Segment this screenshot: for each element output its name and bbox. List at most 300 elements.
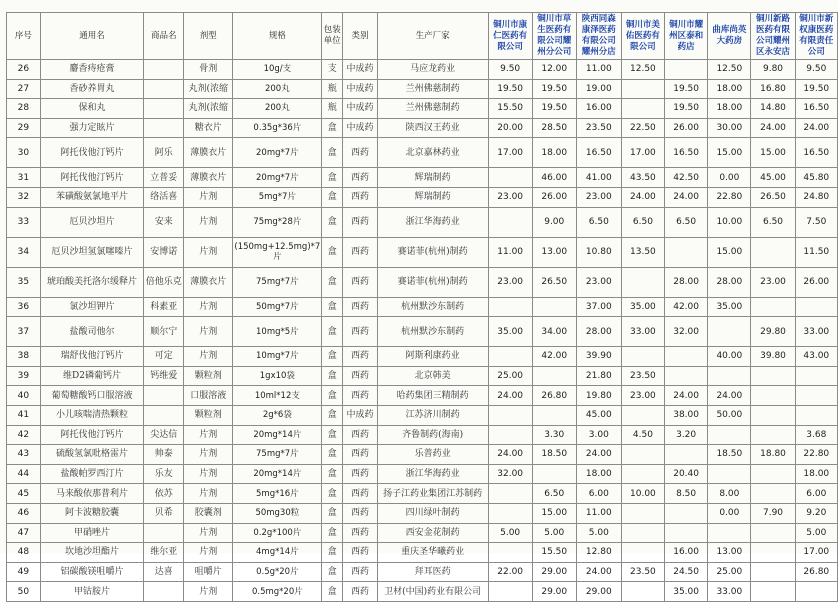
row-number-cell: 38 (7, 347, 41, 367)
price-cell: 37.00 (576, 297, 621, 317)
price-cell: 12.80 (576, 543, 621, 563)
unit-cell: 盒 (322, 237, 343, 267)
manufacturer-cell: 马应龙药业 (377, 60, 488, 80)
spec-cell: 5mg*16片 (233, 484, 322, 504)
trade-name-cell: 尖达信 (144, 425, 184, 445)
price-cell (621, 464, 664, 484)
manufacturer-cell: 兰州佛慈制药 (377, 99, 488, 119)
price-cell: 5.00 (532, 523, 576, 543)
price-cell: 18.00 (708, 99, 751, 119)
price-cell: 15.00 (708, 138, 751, 168)
price-cell: 29.00 (576, 582, 621, 602)
spec-cell: 75mg*7片 (233, 445, 322, 465)
row-number-cell: 31 (7, 168, 41, 188)
row-number-cell: 43 (7, 445, 41, 465)
price-cell (751, 405, 795, 425)
category-cell: 西药 (343, 168, 377, 188)
price-cell (621, 582, 664, 602)
trade-name-cell: 安来 (144, 207, 184, 237)
price-cell: 18.00 (708, 79, 751, 99)
price-cell: 13.50 (621, 237, 664, 267)
trade-name-cell: 维尔亚 (144, 543, 184, 563)
price-cell (751, 464, 795, 484)
price-cell: 19.80 (576, 386, 621, 406)
price-cell (621, 445, 664, 465)
manufacturer-cell: 浙江华海药业 (377, 464, 488, 484)
price-cell: 42.00 (665, 297, 708, 317)
price-cell (488, 503, 532, 523)
generic-name-cell: 氯沙坦钾片 (40, 297, 144, 317)
unit-cell: 盒 (322, 582, 343, 602)
spec-cell: 50mg30粒 (233, 503, 322, 523)
category-cell: 中成药 (343, 60, 377, 80)
price-cell: 19.50 (665, 79, 708, 99)
header-cell: 规格 (233, 13, 322, 60)
category-cell: 西药 (343, 386, 377, 406)
trade-name-cell: 达喜 (144, 562, 184, 582)
price-cell: 18.00 (576, 464, 621, 484)
category-cell: 西药 (343, 267, 377, 297)
price-cell: 34.00 (532, 317, 576, 347)
price-cell (795, 297, 837, 317)
price-cell (665, 503, 708, 523)
price-cell: 24.00 (795, 118, 837, 138)
row-number-cell: 26 (7, 60, 41, 80)
category-cell: 中成药 (343, 405, 377, 425)
pharmacy-header: 铜川市耀州区泰和药店 (665, 13, 708, 60)
price-cell: 3.00 (576, 425, 621, 445)
header-cell: 类别 (343, 13, 377, 60)
generic-name-cell: 甲硝唑片 (40, 523, 144, 543)
header-cell: 商品名 (144, 13, 184, 60)
price-cell: 10.00 (708, 207, 751, 237)
category-cell: 西药 (343, 347, 377, 367)
price-cell: 18.00 (532, 138, 576, 168)
price-cell (532, 297, 576, 317)
price-cell: 24.00 (708, 386, 751, 406)
price-cell: 9.80 (751, 60, 795, 80)
price-cell: 19.50 (532, 79, 576, 99)
unit-cell: 盒 (322, 562, 343, 582)
price-cell: 7.50 (795, 207, 837, 237)
category-cell: 西药 (343, 523, 377, 543)
price-cell (488, 543, 532, 563)
price-cell: 12.50 (708, 60, 751, 80)
table-row (7, 503, 838, 523)
price-cell (708, 523, 751, 543)
row-number-cell: 29 (7, 118, 41, 138)
unit-cell: 盒 (322, 297, 343, 317)
price-cell: 23.00 (621, 386, 664, 406)
table-row (7, 297, 838, 317)
trade-name-cell (144, 386, 184, 406)
price-cell (751, 297, 795, 317)
spec-cell: 2g*6袋 (233, 405, 322, 425)
price-cell: 43.00 (795, 347, 837, 367)
price-cell: 11.00 (576, 503, 621, 523)
price-cell: 9.00 (532, 207, 576, 237)
generic-name-cell: 阿卡波糖胶囊 (40, 503, 144, 523)
manufacturer-cell: 辉瑞制药 (377, 187, 488, 207)
spec-cell: 20mg*14片 (233, 425, 322, 445)
row-number-cell: 33 (7, 207, 41, 237)
price-cell (488, 405, 532, 425)
category-cell: 西药 (343, 187, 377, 207)
table-row (7, 187, 838, 207)
price-cell: 16.50 (795, 138, 837, 168)
price-cell (751, 523, 795, 543)
price-cell: 41.00 (576, 168, 621, 188)
trade-name-cell: 安博诺 (144, 237, 184, 267)
pharmacy-header: 陕西同森康泽医药有限公司耀州分店 (576, 13, 621, 60)
dosage-form-cell: 糖衣片 (184, 118, 233, 138)
manufacturer-cell: 杭州默沙东制药 (377, 297, 488, 317)
price-cell (751, 582, 795, 602)
price-cell: 22.50 (621, 118, 664, 138)
price-cell: 24.00 (488, 445, 532, 465)
category-cell: 中成药 (343, 99, 377, 119)
row-number-cell: 39 (7, 366, 41, 386)
category-cell: 西药 (343, 562, 377, 582)
price-cell: 15.50 (488, 99, 532, 119)
price-cell (488, 484, 532, 504)
price-cell: 22.00 (488, 562, 532, 582)
price-cell: 10.80 (576, 237, 621, 267)
manufacturer-cell: 辉瑞制药 (377, 168, 488, 188)
dosage-form-cell: 片剂 (184, 237, 233, 267)
header-cell: 生产厂家 (377, 13, 488, 60)
price-cell (532, 366, 576, 386)
price-cell: 30.00 (708, 118, 751, 138)
table-row (7, 237, 838, 267)
price-cell: 0.00 (708, 503, 751, 523)
price-cell: 13.00 (532, 237, 576, 267)
dosage-form-cell: 颗粒剂 (184, 366, 233, 386)
category-cell: 中成药 (343, 118, 377, 138)
row-number-cell: 36 (7, 297, 41, 317)
price-cell: 22.80 (708, 187, 751, 207)
category-cell: 西药 (343, 445, 377, 465)
dosage-form-cell: 颗粒剂 (184, 405, 233, 425)
price-cell (708, 425, 751, 445)
trade-name-cell: 乐友 (144, 464, 184, 484)
price-cell: 26.00 (795, 267, 837, 297)
spec-cell: 10g/支 (233, 60, 322, 80)
dosage-form-cell: 片剂 (184, 445, 233, 465)
manufacturer-cell: 哈药集团三精制药 (377, 386, 488, 406)
dosage-form-cell: 薄膜衣片 (184, 168, 233, 188)
price-cell: 45.00 (576, 405, 621, 425)
category-cell: 西药 (343, 138, 377, 168)
trade-name-cell: 顺尔宁 (144, 317, 184, 347)
generic-name-cell: 维D2磷葡钙片 (40, 366, 144, 386)
price-cell (621, 99, 664, 119)
spec-cell: 0.5g*20片 (233, 562, 322, 582)
price-cell: 3.68 (795, 425, 837, 445)
price-cell (795, 366, 837, 386)
price-cell (665, 60, 708, 80)
price-cell: 50.00 (708, 405, 751, 425)
price-cell: 4.50 (621, 425, 664, 445)
price-cell: 20.00 (488, 118, 532, 138)
table-row (7, 464, 838, 484)
row-number-cell: 41 (7, 405, 41, 425)
price-cell: 29.00 (532, 582, 576, 602)
price-cell (621, 405, 664, 425)
price-cell: 26.50 (751, 187, 795, 207)
generic-name-cell: 甲钴胺片 (40, 582, 144, 602)
unit-cell: 盒 (322, 187, 343, 207)
trade-name-cell: 帅泰 (144, 445, 184, 465)
trade-name-cell: 科素亚 (144, 297, 184, 317)
row-number-cell: 47 (7, 523, 41, 543)
price-cell (708, 464, 751, 484)
price-cell (488, 582, 532, 602)
category-cell: 西药 (343, 543, 377, 563)
manufacturer-cell: 浙江华海药业 (377, 207, 488, 237)
price-cell: 9.20 (795, 503, 837, 523)
spec-cell: 200丸 (233, 99, 322, 119)
trade-name-cell (144, 582, 184, 602)
category-cell: 西药 (343, 317, 377, 347)
table-row (7, 317, 838, 347)
price-cell: 17.00 (795, 543, 837, 563)
price-cell (751, 484, 795, 504)
category-cell: 西药 (343, 207, 377, 237)
table-row (7, 118, 838, 138)
dosage-form-cell: 丸剂(浓缩 (184, 79, 233, 99)
price-cell (708, 317, 751, 347)
manufacturer-cell: 陕西汉王药业 (377, 118, 488, 138)
price-cell: 23.00 (576, 267, 621, 297)
pharmacy-header: 铜川市草生医药有限公司耀州分公司 (532, 13, 576, 60)
unit-cell: 盒 (322, 138, 343, 168)
row-number-cell: 44 (7, 464, 41, 484)
spec-cell: 75mg*28片 (233, 207, 322, 237)
dosage-form-cell: 片剂 (184, 523, 233, 543)
spec-cell: 20mg*7片 (233, 138, 322, 168)
trade-name-cell: 倍他乐克 (144, 267, 184, 297)
price-cell: 12.00 (532, 60, 576, 80)
dosage-form-cell: 胶囊剂 (184, 503, 233, 523)
manufacturer-cell: 拜耳医药 (377, 562, 488, 582)
row-number-cell: 28 (7, 99, 41, 119)
manufacturer-cell: 卫材(中国)药业有限公司 (377, 582, 488, 602)
price-cell: 23.00 (576, 187, 621, 207)
price-cell: 3.30 (532, 425, 576, 445)
unit-cell: 盒 (322, 386, 343, 406)
unit-cell: 盒 (322, 543, 343, 563)
header-cell: 序号 (7, 13, 41, 60)
generic-name-cell: 硫酸氢氯吡格雷片 (40, 445, 144, 465)
spec-cell: 75mg*7片 (233, 267, 322, 297)
table-row (7, 386, 838, 406)
generic-name-cell: 麝香痔疮膏 (40, 60, 144, 80)
price-cell (488, 425, 532, 445)
price-cell (665, 445, 708, 465)
price-cell (621, 523, 664, 543)
price-cell (795, 386, 837, 406)
dosage-form-cell: 片剂 (184, 187, 233, 207)
header-cell: 通用名 (40, 13, 144, 60)
dosage-form-cell: 薄膜衣片 (184, 267, 233, 297)
price-cell: 24.00 (665, 187, 708, 207)
price-cell: 13.00 (708, 543, 751, 563)
price-cell: 15.50 (532, 543, 576, 563)
spec-cell: (150mg+12.5mg)*7片 (233, 237, 322, 267)
price-cell: 45.00 (751, 168, 795, 188)
price-cell: 26.00 (665, 118, 708, 138)
dosage-form-cell: 片剂 (184, 582, 233, 602)
price-cell: 38.00 (665, 405, 708, 425)
price-cell: 16.00 (665, 543, 708, 563)
price-cell: 10.00 (621, 484, 664, 504)
price-cell: 43.50 (621, 168, 664, 188)
row-number-cell: 27 (7, 79, 41, 99)
row-number-cell: 40 (7, 386, 41, 406)
price-cell: 3.20 (665, 425, 708, 445)
header-cell: 剂型 (184, 13, 233, 60)
price-cell (488, 347, 532, 367)
spec-cell: 1gx10袋 (233, 366, 322, 386)
price-cell: 19.50 (795, 79, 837, 99)
pharmacy-header: 铜川市新权康医药有限责任公司 (795, 13, 837, 60)
manufacturer-cell: 乐普药业 (377, 445, 488, 465)
dosage-form-cell: 骨剂 (184, 60, 233, 80)
price-cell: 23.00 (751, 267, 795, 297)
dosage-form-cell: 片剂 (184, 484, 233, 504)
price-cell: 26.00 (532, 187, 576, 207)
price-cell: 6.50 (621, 207, 664, 237)
price-cell: 19.00 (576, 79, 621, 99)
row-number-cell: 30 (7, 138, 41, 168)
row-number-cell: 35 (7, 267, 41, 297)
unit-cell: 瓶 (322, 79, 343, 99)
category-cell: 西药 (343, 582, 377, 602)
header-row (7, 13, 838, 60)
price-cell: 17.00 (488, 138, 532, 168)
unit-cell: 盒 (322, 347, 343, 367)
unit-cell: 盒 (322, 267, 343, 297)
table-row (7, 582, 838, 602)
manufacturer-cell: 江苏济川制药 (377, 405, 488, 425)
price-cell (665, 523, 708, 543)
price-cell (621, 267, 664, 297)
price-cell: 12.50 (621, 60, 664, 80)
price-cell: 8.00 (708, 484, 751, 504)
table-row (7, 79, 838, 99)
price-cell: 15.00 (708, 237, 751, 267)
trade-name-cell: 络活喜 (144, 187, 184, 207)
manufacturer-cell: 西安金花制药 (377, 523, 488, 543)
price-cell: 39.80 (751, 347, 795, 367)
category-cell: 西药 (343, 425, 377, 445)
row-number-cell: 37 (7, 317, 41, 347)
spec-cell: 0.2g*100片 (233, 523, 322, 543)
category-cell: 西药 (343, 464, 377, 484)
price-cell (751, 543, 795, 563)
spec-cell: 5mg*7片 (233, 187, 322, 207)
table-row (7, 405, 838, 425)
table-row (7, 60, 838, 80)
price-cell: 11.00 (576, 60, 621, 80)
unit-cell: 盒 (322, 523, 343, 543)
price-cell (488, 168, 532, 188)
dosage-form-cell: 片剂 (184, 347, 233, 367)
trade-name-cell (144, 118, 184, 138)
price-cell: 16.50 (576, 138, 621, 168)
generic-name-cell: 小儿咳喘清热颗粒 (40, 405, 144, 425)
table-row (7, 543, 838, 563)
price-cell: 19.50 (532, 99, 576, 119)
price-cell (795, 405, 837, 425)
unit-cell: 盒 (322, 503, 343, 523)
manufacturer-cell: 赛诺菲(杭州)制药 (377, 237, 488, 267)
price-cell (708, 366, 751, 386)
generic-name-cell: 铝碳酸镁咀嚼片 (40, 562, 144, 582)
trade-name-cell: 立普妥 (144, 168, 184, 188)
price-cell: 14.80 (751, 99, 795, 119)
price-cell: 5.00 (576, 523, 621, 543)
spec-cell: 10ml*12支 (233, 386, 322, 406)
table-row (7, 366, 838, 386)
pharmacy-header: 铜川新路医药有限公司耀州区永安店 (751, 13, 795, 60)
spec-cell: 10mg*7片 (233, 347, 322, 367)
category-cell: 西药 (343, 297, 377, 317)
price-cell: 22.80 (795, 445, 837, 465)
spec-cell: 20mg*7片 (233, 168, 322, 188)
price-cell: 16.50 (795, 99, 837, 119)
price-cell: 6.50 (665, 207, 708, 237)
price-cell: 35.00 (621, 297, 664, 317)
price-cell: 5.00 (795, 523, 837, 543)
trade-name-cell (144, 99, 184, 119)
generic-name-cell: 马来酸依那普利片 (40, 484, 144, 504)
dosage-form-cell: 片剂 (184, 317, 233, 347)
dosage-form-cell: 丸剂(浓缩 (184, 99, 233, 119)
unit-cell: 盒 (322, 168, 343, 188)
manufacturer-cell: 扬子江药业集团江苏制药 (377, 484, 488, 504)
price-cell: 15.00 (532, 503, 576, 523)
price-cell (751, 366, 795, 386)
price-cell (488, 297, 532, 317)
generic-name-cell: 琥珀酸美托洛尔缓释片 (40, 267, 144, 297)
generic-name-cell: 盐酸帕罗西汀片 (40, 464, 144, 484)
price-cell: 0.00 (708, 168, 751, 188)
price-cell: 11.00 (488, 237, 532, 267)
price-cell: 6.50 (751, 207, 795, 237)
manufacturer-cell: 赛诺菲(杭州)制药 (377, 267, 488, 297)
price-cell: 24.50 (665, 562, 708, 582)
price-cell: 25.00 (708, 562, 751, 582)
row-number-cell: 49 (7, 562, 41, 582)
table-row (7, 445, 838, 465)
table-row (7, 347, 838, 367)
price-cell: 24.00 (576, 562, 621, 582)
price-cell: 32.00 (488, 464, 532, 484)
unit-cell: 盒 (322, 366, 343, 386)
unit-cell: 盒 (322, 484, 343, 504)
price-cell: 40.00 (708, 347, 751, 367)
price-cell: 6.00 (576, 484, 621, 504)
unit-cell: 盒 (322, 317, 343, 347)
price-cell: 11.50 (795, 237, 837, 267)
price-cell: 16.50 (665, 138, 708, 168)
price-cell: 26.50 (532, 267, 576, 297)
price-cell: 24.00 (751, 118, 795, 138)
spec-cell: 0.35g*36片 (233, 118, 322, 138)
manufacturer-cell: 四川绿叶制药 (377, 503, 488, 523)
